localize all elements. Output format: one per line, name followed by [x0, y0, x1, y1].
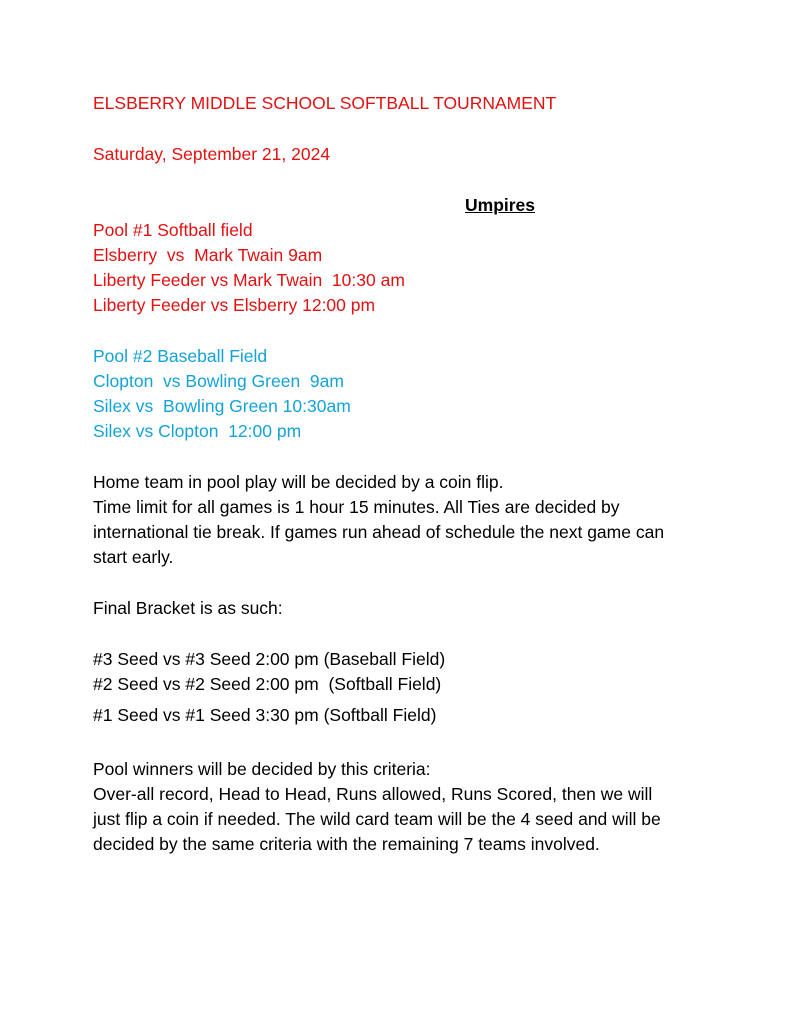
- tournament-date: Saturday, September 21, 2024: [93, 144, 331, 164]
- pool2-game: Clopton vs Bowling Green 9am: [93, 371, 344, 391]
- criteria-line: Over-all record, Head to Head, Runs allowed, Runs Scored, then we will: [93, 784, 653, 804]
- umpires-heading: Umpires: [465, 195, 536, 215]
- criteria-line: Pool winners will be decided by this criteria:: [93, 759, 431, 779]
- pool1-game: Liberty Feeder vs Mark Twain 10:30 am: [93, 270, 405, 290]
- pool2-game: Silex vs Bowling Green 10:30am: [93, 396, 351, 416]
- pool2-game: Silex vs Clopton 12:00 pm: [93, 421, 302, 441]
- bracket-game: #3 Seed vs #3 Seed 2:00 pm (Baseball Field): [93, 649, 446, 669]
- criteria-line: just flip a coin if needed. The wild card team will be the 4 seed and will be: [93, 809, 661, 829]
- pool1-game: Liberty Feeder vs Elsberry 12:00 pm: [93, 295, 376, 315]
- rules-line: Time limit for all games is 1 hour 15 minutes. All Ties are decided by: [93, 497, 620, 517]
- pool2-title: Pool #2 Baseball Field: [93, 346, 268, 366]
- pool1-game: Elsberry vs Mark Twain 9am: [93, 245, 323, 265]
- bracket-title: Final Bracket is as such:: [93, 598, 283, 618]
- bracket-game: #1 Seed vs #1 Seed 3:30 pm (Softball Field): [93, 705, 437, 725]
- rules-line: Home team in pool play will be decided by a coin flip.: [93, 472, 504, 492]
- tournament-title: ELSBERRY MIDDLE SCHOOL SOFTBALL TOURNAMENT: [93, 93, 557, 113]
- bracket-game: #2 Seed vs #2 Seed 2:00 pm (Softball Field): [93, 674, 442, 694]
- rules-line: start early.: [93, 547, 174, 567]
- rules-line: international tie break. If games run ahead of schedule the next game can: [93, 522, 665, 542]
- pool1-title: Pool #1 Softball field: [93, 220, 253, 240]
- criteria-line: decided by the same criteria with the remaining 7 teams involved.: [93, 834, 600, 854]
